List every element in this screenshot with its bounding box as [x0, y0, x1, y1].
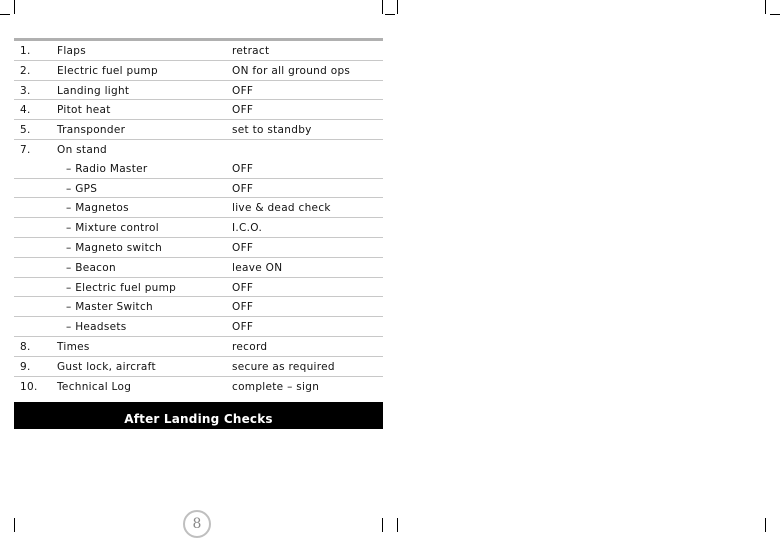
- checklist-row: [14, 357, 383, 377]
- item-action: OFF: [232, 281, 254, 294]
- checklist-row: [14, 140, 383, 159]
- item-label: Electric fuel pump: [57, 64, 158, 77]
- item-number: 9.: [20, 360, 31, 373]
- checklist-row: [14, 377, 383, 396]
- item-label: Landing light: [57, 84, 130, 97]
- crop-mark: [385, 14, 395, 15]
- item-label: – Mixture control: [66, 222, 159, 235]
- item-action: set to standby: [232, 124, 312, 137]
- item-label: Technical Log: [57, 380, 132, 393]
- item-label: – Headsets: [66, 321, 127, 334]
- item-label: Flaps: [57, 45, 87, 57]
- checklist-row: [14, 100, 383, 120]
- item-label: – Radio Master: [66, 162, 148, 175]
- item-label: – GPS: [66, 182, 98, 195]
- crop-mark: [765, 518, 766, 532]
- item-number: 8.: [20, 340, 31, 353]
- checklist-row: [14, 81, 383, 101]
- item-label: – Master Switch: [66, 301, 153, 314]
- item-action: OFF: [232, 182, 254, 195]
- crop-mark: [382, 0, 383, 14]
- crop-mark: [397, 518, 398, 532]
- item-label: Times: [57, 340, 90, 353]
- item-action: OFF: [232, 104, 254, 117]
- item-action: leave ON: [232, 261, 283, 274]
- item-label: – Magneto switch: [66, 241, 163, 254]
- item-action: complete – sign: [232, 380, 320, 393]
- crop-mark: [382, 518, 383, 532]
- item-label: – Magnetos: [66, 202, 129, 215]
- checklist-row: [14, 120, 383, 140]
- item-action: OFF: [232, 301, 254, 314]
- checklist-subrow: [14, 278, 383, 298]
- item-action: retract: [232, 45, 270, 57]
- item-number: 4.: [20, 104, 31, 117]
- item-action: record: [232, 340, 268, 353]
- item-number: 7.: [20, 143, 31, 156]
- crop-mark: [397, 0, 398, 14]
- checklist-subrow: [14, 218, 383, 238]
- checklist-subrow: [14, 297, 383, 317]
- item-action: live & dead check: [232, 202, 331, 215]
- item-label: – Electric fuel pump: [66, 281, 177, 294]
- item-label: Gust lock, aircraft: [57, 360, 156, 373]
- item-number: 3.: [20, 84, 31, 97]
- crop-mark: [765, 0, 766, 14]
- section-heading: After Landing Checks: [14, 402, 383, 429]
- item-label: Transponder: [57, 124, 126, 137]
- checklist-subrow: [14, 159, 383, 179]
- item-action: ON for all ground ops: [232, 64, 351, 77]
- item-label: On stand: [57, 143, 107, 156]
- checklist-subrow: [14, 238, 383, 258]
- item-label: Pitot heat: [57, 104, 111, 117]
- crop-mark: [770, 14, 780, 15]
- item-number: 1.: [20, 45, 31, 57]
- item-label: – Beacon: [66, 261, 116, 274]
- item-action: OFF: [232, 321, 254, 334]
- item-action: secure as required: [232, 360, 335, 373]
- checklist-row: [14, 61, 383, 81]
- item-action: OFF: [232, 162, 254, 175]
- checklist-subrow: [14, 317, 383, 337]
- item-number: 5.: [20, 124, 31, 137]
- checklist-row: [14, 41, 383, 61]
- item-action: OFF: [232, 84, 254, 97]
- item-action: I.C.O.: [232, 222, 263, 235]
- checklist-row: [14, 337, 383, 357]
- item-number: 2.: [20, 64, 31, 77]
- crop-mark: [14, 518, 15, 532]
- page-number: 8: [183, 510, 211, 538]
- item-action: OFF: [232, 241, 254, 254]
- checklist-subrow: [14, 198, 383, 218]
- crop-mark: [14, 0, 15, 14]
- checklist-table: [14, 41, 383, 395]
- checklist-subrow: [14, 179, 383, 199]
- crop-mark: [0, 14, 10, 15]
- item-number: 10.: [20, 380, 38, 393]
- checklist-subrow: [14, 258, 383, 278]
